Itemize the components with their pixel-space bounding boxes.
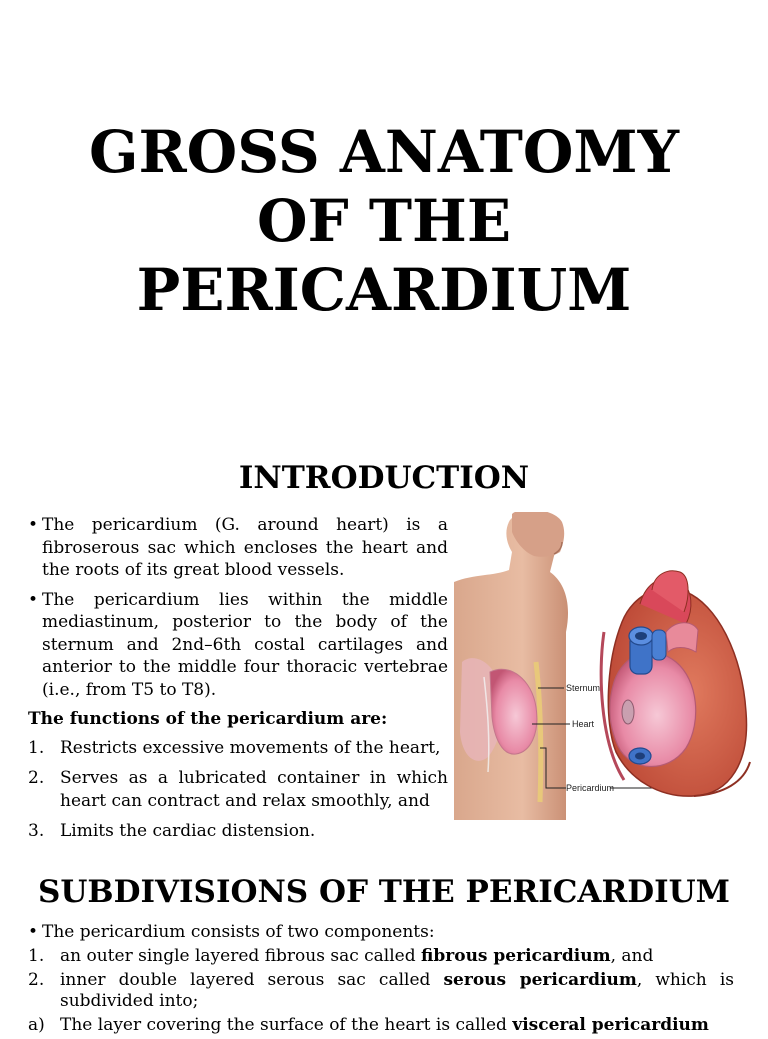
subdivision-text: inner double layered serous sac called — [60, 970, 444, 990]
subdivision-text: an outer single layered fibrous sac called — [60, 946, 422, 966]
title-line-2: OF THE — [256, 187, 512, 255]
title-line-1: GROSS ANATOMY — [88, 118, 680, 186]
subitem-letter: a) — [28, 1015, 45, 1035]
function-text: Limits the cardiac distension. — [60, 821, 316, 841]
subdivisions-text — [28, 922, 734, 1039]
label-pericardium: Pericardium — [566, 783, 615, 793]
subdivision-item — [28, 970, 734, 1012]
label-heart: Heart — [572, 719, 595, 729]
title-line-3: PERICARDIUM — [136, 256, 632, 324]
pericardium-figure — [454, 512, 752, 820]
function-number: 1. — [28, 737, 45, 758]
functions-heading: The functions of the pericardium are: — [28, 709, 388, 729]
function-text: Restricts excessive movements of the heart, — [60, 737, 441, 758]
function-item — [28, 737, 448, 760]
subdivision-text-end: , and — [610, 946, 654, 966]
function-item — [28, 767, 448, 812]
introduction-heading: INTRODUCTION — [238, 460, 530, 496]
term-visceral-pericardium: visceral pericardium — [512, 1015, 709, 1035]
subdivisions-heading: SUBDIVISIONS OF THE PERICARDIUM — [38, 874, 730, 910]
page-title — [0, 118, 768, 325]
subdivision-item — [28, 946, 734, 967]
subdivisions-bullet: • The pericardium consists of two components: — [28, 922, 734, 943]
term-fibrous-pericardium: fibrous pericardium — [421, 946, 611, 966]
subdivision-number: 1. — [28, 946, 45, 966]
subdivision-text-end: , which is subdivided into; — [60, 970, 734, 1011]
label-sternum: Sternum — [566, 683, 601, 693]
intro-bullet-1: • The pericardium (G. around heart) is a fibroserous sac which encloses the heart and the roots of its great blood vessels. — [28, 514, 448, 582]
function-number: 2. — [28, 768, 45, 788]
torso-illustration — [454, 512, 568, 820]
subdivision-subitem — [28, 1015, 734, 1036]
intro-bullet-2: • The pericardium lies within the middle mediastinum, posterior to the body of the sternum and 2nd–6th costal cartilages and anterior to the middle four thoracic vertebrae (i.e., from T5 to T8). — [28, 589, 448, 702]
subdivision-number: 2. — [28, 970, 45, 990]
function-number: 3. — [28, 821, 45, 841]
term-serous-pericardium: serous pericardium — [443, 970, 637, 990]
subitem-text: The layer covering the surface of the heart is called — [60, 1015, 513, 1035]
introduction-text — [28, 514, 448, 851]
heart-illustration — [601, 571, 750, 796]
function-text: Serves as a lubricated container in which heart can contract and relax smoothly, and — [60, 768, 448, 811]
function-item — [28, 820, 448, 843]
